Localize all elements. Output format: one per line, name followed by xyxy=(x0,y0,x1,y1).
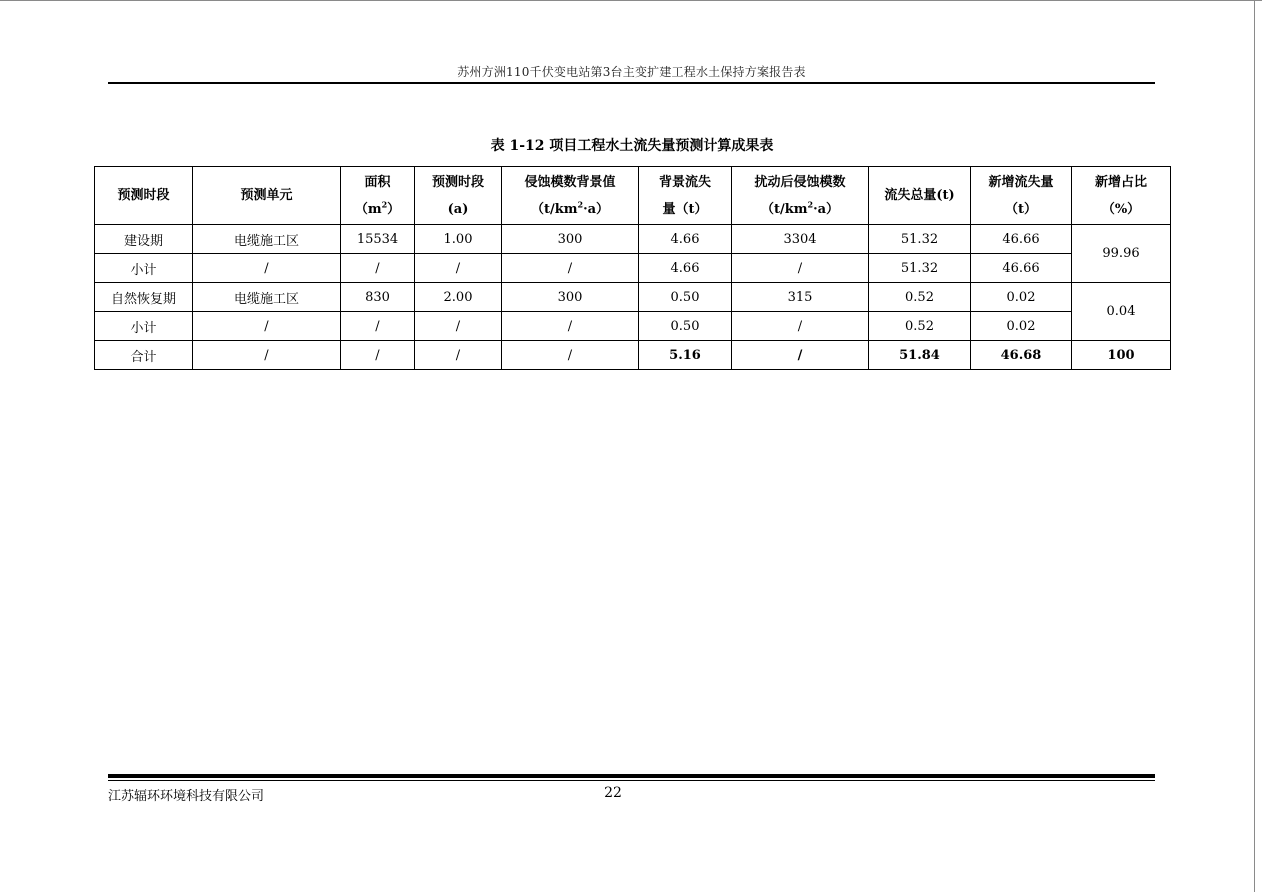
table-title: 表 1-12 项目工程水土流失量预测计算成果表 xyxy=(490,138,774,154)
cell-background-loss: 5.16 xyxy=(639,341,732,370)
cell-period: 小计 xyxy=(95,312,193,341)
document-header-title: 苏州方洲110千伏变电站第3台主变扩建工程水土保持方案报告表 xyxy=(457,65,806,79)
cell-background-loss: 4.66 xyxy=(639,225,732,254)
header-background-loss: 背景流失 量（t） xyxy=(639,167,732,225)
cell-total-loss: 0.52 xyxy=(869,283,971,312)
cell-total-loss: 0.52 xyxy=(869,312,971,341)
cell-area: / xyxy=(341,312,415,341)
page-border-right xyxy=(1254,0,1255,892)
cell-unit: / xyxy=(193,341,341,370)
cell-disturbed-modulus: 3304 xyxy=(732,225,869,254)
cell-area: / xyxy=(341,254,415,283)
cell-duration: / xyxy=(415,341,502,370)
cell-duration: 1.00 xyxy=(415,225,502,254)
table-header-row xyxy=(95,167,1171,225)
footer-company-name: 江苏辐环环境科技有限公司 xyxy=(108,789,265,804)
cell-unit: 电缆施工区 xyxy=(193,225,341,254)
cell-area: 15534 xyxy=(341,225,415,254)
header-new-loss: 新增流失量 （t） xyxy=(971,167,1072,225)
cell-ratio-recovery: 0.04 xyxy=(1072,283,1171,341)
footer-rule-thick xyxy=(108,774,1155,778)
cell-disturbed-modulus: / xyxy=(732,341,869,370)
footer-rule-thin xyxy=(108,780,1155,781)
cell-area: 830 xyxy=(341,283,415,312)
cell-ratio-total: 100 xyxy=(1072,341,1171,370)
cell-disturbed-modulus: / xyxy=(732,254,869,283)
header-rule xyxy=(108,82,1155,84)
cell-period: 建设期 xyxy=(95,225,193,254)
cell-unit: 电缆施工区 xyxy=(193,283,341,312)
page-number: 22 xyxy=(604,785,622,801)
table-row xyxy=(95,283,1171,312)
header-period: 预测时段 xyxy=(95,167,193,225)
soil-loss-prediction-table xyxy=(94,166,1171,370)
cell-disturbed-modulus: 315 xyxy=(732,283,869,312)
table-row xyxy=(95,254,1171,283)
cell-new-loss: 46.66 xyxy=(971,225,1072,254)
cell-period: 合计 xyxy=(95,341,193,370)
page-border-top xyxy=(0,0,1262,1)
table-row xyxy=(95,225,1171,254)
cell-background-modulus: / xyxy=(502,312,639,341)
cell-unit: / xyxy=(193,254,341,283)
header-duration: 预测时段 (a) xyxy=(415,167,502,225)
cell-background-modulus: 300 xyxy=(502,225,639,254)
cell-total-loss: 51.32 xyxy=(869,254,971,283)
header-unit: 预测单元 xyxy=(193,167,341,225)
cell-duration: / xyxy=(415,254,502,283)
cell-background-loss: 0.50 xyxy=(639,312,732,341)
cell-total-loss: 51.32 xyxy=(869,225,971,254)
cell-unit: / xyxy=(193,312,341,341)
header-disturbed-modulus: 扰动后侵蚀模数 $(t/km^2\cdot a)$ xyxy=(732,167,869,225)
cell-background-modulus: 300 xyxy=(502,283,639,312)
cell-new-loss: 46.66 xyxy=(971,254,1072,283)
cell-background-loss: 4.66 xyxy=(639,254,732,283)
header-area: 面积 $(m^2)$ xyxy=(341,167,415,225)
cell-new-loss: 46.68 xyxy=(971,341,1072,370)
cell-disturbed-modulus: / xyxy=(732,312,869,341)
cell-duration: / xyxy=(415,312,502,341)
header-total-loss: 流失总量(t) xyxy=(869,167,971,225)
table-total-row xyxy=(95,341,1171,370)
cell-period: 小计 xyxy=(95,254,193,283)
cell-new-loss: 0.02 xyxy=(971,283,1072,312)
cell-area: / xyxy=(341,341,415,370)
cell-background-modulus: / xyxy=(502,341,639,370)
header-ratio: 新增占比 （%） xyxy=(1072,167,1171,225)
cell-total-loss: 51.84 xyxy=(869,341,971,370)
cell-new-loss: 0.02 xyxy=(971,312,1072,341)
header-background-modulus: 侵蚀模数背景值 $(t/km^2\cdot a)$ xyxy=(502,167,639,225)
cell-background-loss: 0.50 xyxy=(639,283,732,312)
cell-background-modulus: / xyxy=(502,254,639,283)
cell-duration: 2.00 xyxy=(415,283,502,312)
table-row xyxy=(95,312,1171,341)
cell-period: 自然恢复期 xyxy=(95,283,193,312)
cell-ratio-construction: 99.96 xyxy=(1072,225,1171,283)
